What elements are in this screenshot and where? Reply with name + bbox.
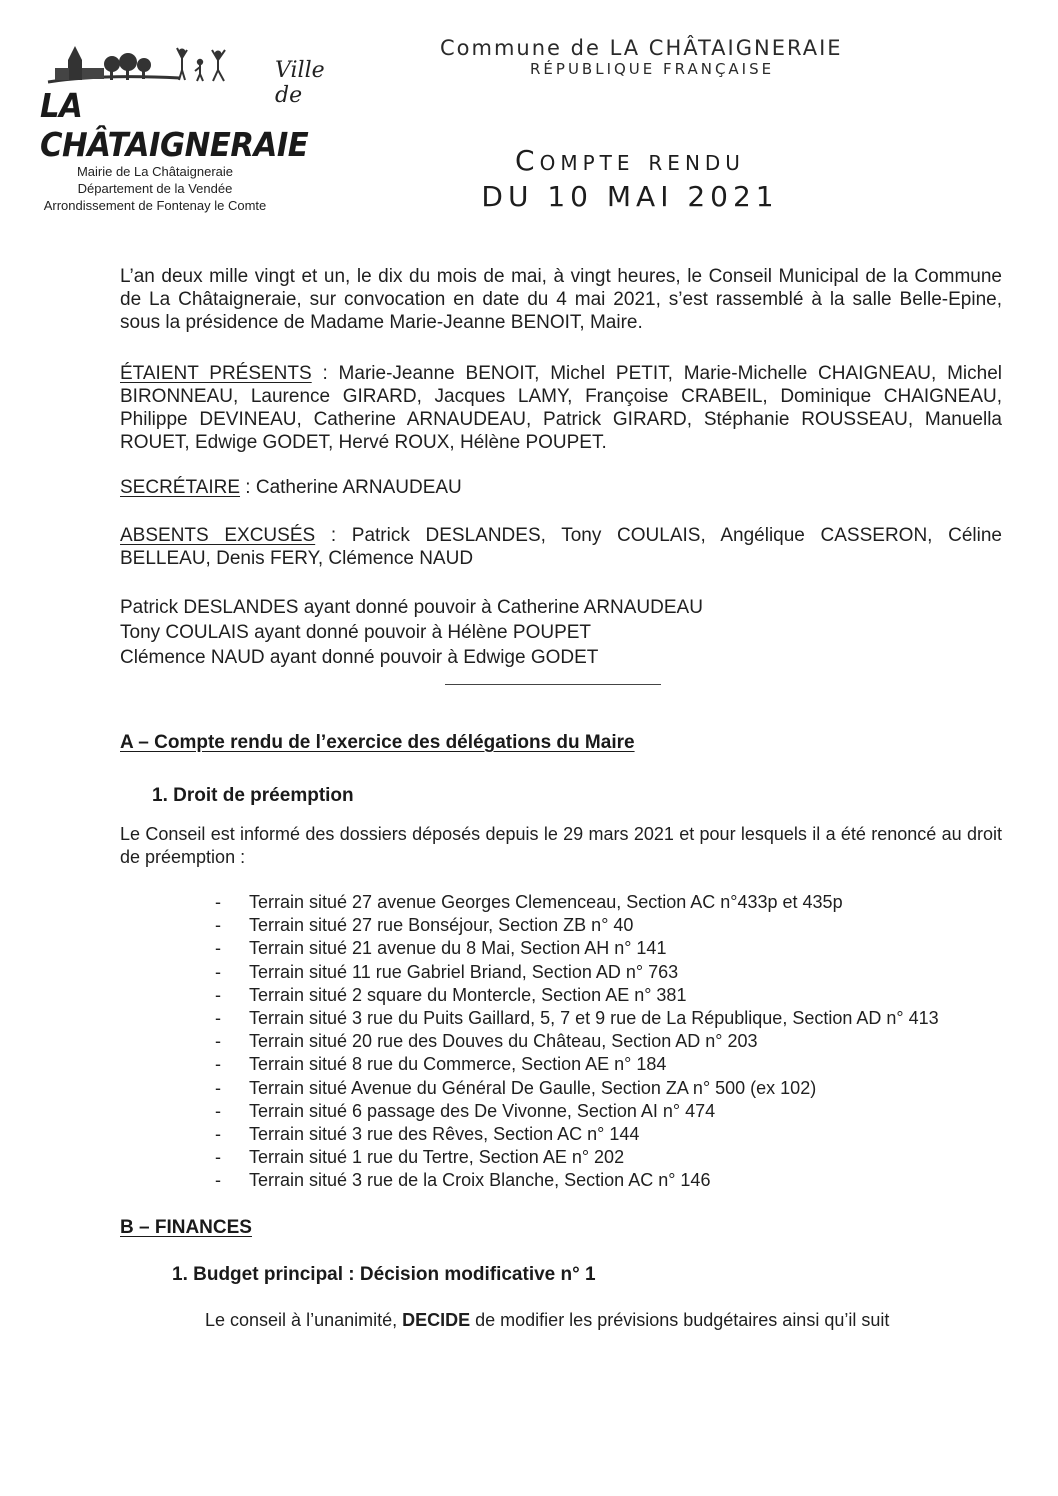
- section-a-title: A – Compte rendu de l’exercice des délégations du Maire: [120, 732, 635, 753]
- list-item: - Terrain situé 21 avenue du 8 Mai, Section AH n° 141: [215, 938, 667, 959]
- decision-keyword: DECIDE: [402, 1310, 471, 1330]
- list-item: - Terrain situé Avenue du Général De Gaulle, Section ZA n° 500 (ex 102): [215, 1077, 817, 1098]
- logo-name-text: LA CHÂTAIGNERAIE: [40, 86, 309, 164]
- list-item: - Terrain situé 20 rue des Douves du Château, Section AD n° 203: [215, 1031, 758, 1052]
- pouvoir-line: Clémence NAUD ayant donné pouvoir à Edwige GODET: [120, 647, 599, 668]
- secretaire-line: [120, 477, 462, 499]
- preemption-list: [205, 891, 939, 1193]
- list-item: - Terrain situé 8 rue du Commerce, Section AE n° 184: [215, 1054, 667, 1075]
- separator-rule: [445, 684, 661, 685]
- section-a-subtitle: 1. Droit de préemption: [152, 785, 354, 806]
- intro-paragraph: L’an deux mille vingt et un, le dix du mois de mai, à vingt heures, le Conseil Municipal de la Commune de La Châtaigneraie, sur convocation en date du 4 mai 2021, s’est rassemblé à la salle Belle-Epine, sous la présidence de Madame Marie-Jeanne BENOIT, Maire.: [120, 266, 1002, 333]
- decision-post: de modifier les prévisions budgétaires ainsi qu’il suit: [470, 1310, 890, 1330]
- presents-paragraph: [120, 362, 1002, 454]
- document-title: [470, 143, 790, 215]
- commune-heading: Commune de LA CHÂTAIGNERAIE: [440, 36, 843, 60]
- section-b-title: B – FINANCES: [120, 1217, 252, 1238]
- secretaire-text: : Catherine ARNAUDEAU: [240, 477, 462, 498]
- section-b-decision: [205, 1309, 889, 1331]
- decision-pre: Le conseil à l’unanimité,: [205, 1310, 403, 1330]
- list-item: - Terrain situé 3 rue des Rêves, Section AC n° 144: [215, 1124, 640, 1145]
- address-line: Mairie de La Châtaigneraie: [76, 164, 234, 179]
- list-item: - Terrain situé 3 rue de la Croix Blanche, Section AC n° 146: [215, 1170, 711, 1191]
- presents-label: ÉTAIENT PRÉSENTS: [120, 363, 312, 384]
- list-item: - Terrain situé 2 square du Montercle, Section AE n° 381: [215, 984, 687, 1005]
- mairie-address: [20, 163, 290, 214]
- republique-heading: RÉPUBLIQUE FRANÇAISE: [530, 60, 775, 78]
- pouvoir-line: Patrick DESLANDES ayant donné pouvoir à Catherine ARNAUDEAU: [120, 597, 703, 618]
- town-logo: [40, 38, 340, 164]
- address-line: Département de la Vendée: [77, 181, 233, 196]
- list-item: - Terrain situé 11 rue Gabriel Briand, Section AD n° 763: [215, 961, 679, 982]
- address-line: Arrondissement de Fontenay le Comte: [43, 198, 267, 213]
- title-line-2: DU 10 MAI 2021: [481, 180, 779, 213]
- list-item: - Terrain situé 27 avenue Georges Clemenceau, Section AC n°433p et 435p: [215, 892, 843, 912]
- absents-paragraph: [120, 524, 1002, 570]
- title-line-1: Compte rendu: [515, 144, 745, 177]
- secretaire-label: SECRÉTAIRE: [120, 477, 241, 498]
- list-item: - Terrain situé 3 rue du Puits Gaillard, 5, 7 et 9 rue de La République, Section AD n° 413: [215, 1008, 939, 1029]
- section-a-intro: Le Conseil est informé des dossiers déposés depuis le 29 mars 2021 et pour lesquels il a été renoncé au droit de préemption :: [120, 824, 1002, 867]
- presents-text: : Marie-Jeanne BENOIT, Michel PETIT, Marie-Michelle CHAIGNEAU, Michel BIRONNEAU, Laurence GIRARD, Jacques LAMY, Françoise CRABEIL, Dominique CHAIGNEAU, Philippe DEVINEAU, Catherine ARNAUDEAU, Patrick GIRARD, Stéphanie ROUSSEAU, Manuella ROUET, Edwige GODET, Hervé ROUX, Hélène POUPET.: [120, 363, 1002, 453]
- logo-ville-text: Ville de: [275, 58, 325, 108]
- section-b-subtitle: 1. Budget principal : Décision modificative n° 1: [172, 1264, 596, 1285]
- list-item: - Terrain situé 6 passage des De Vivonne, Section AI n° 474: [215, 1100, 716, 1121]
- pouvoir-line: Tony COULAIS ayant donné pouvoir à Hélène POUPET: [120, 622, 592, 643]
- list-item: - Terrain situé 27 rue Bonséjour, Section ZB n° 40: [215, 915, 634, 936]
- absents-text: : Patrick DESLANDES, Tony COULAIS, Angélique CASSERON, Céline BELLEAU, Denis FERY, Clémence NAUD: [120, 525, 1002, 569]
- list-item: - Terrain situé 1 rue du Tertre, Section AE n° 202: [215, 1147, 625, 1168]
- absents-label: ABSENTS EXCUSÉS: [120, 525, 316, 546]
